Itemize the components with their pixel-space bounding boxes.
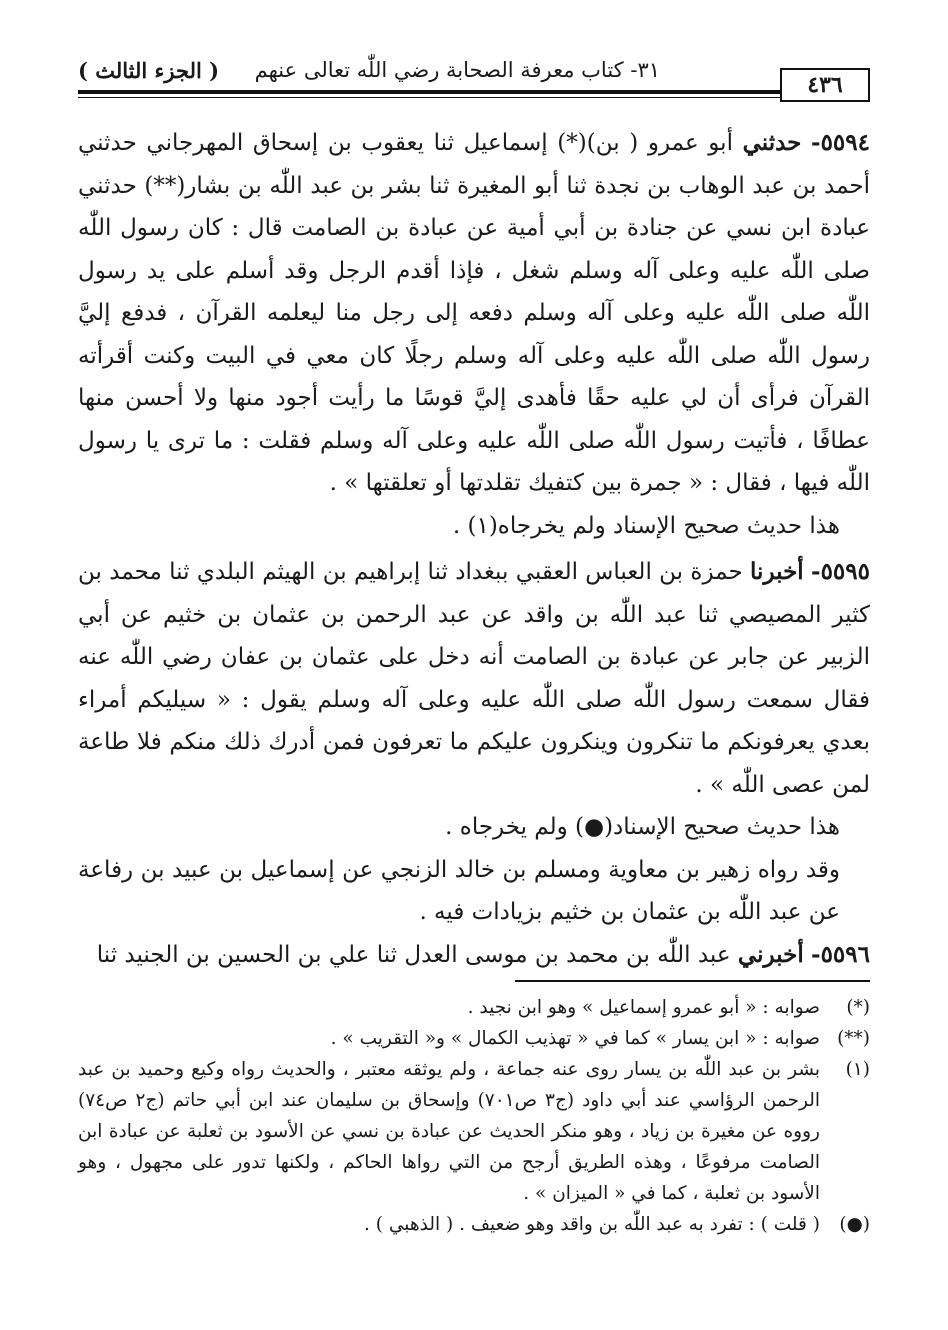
hadith-text: عبد اللّٰه بن محمد بن موسى العدل ثنا علي بن الحسين بن الجنيد ثنا [96, 941, 731, 968]
footnote [78, 1054, 870, 1209]
hadith-5594 [78, 122, 870, 505]
footnote [78, 1023, 870, 1054]
footnote-mark: (**) [837, 1028, 870, 1049]
hadith-number: ٥٥٩٦- [811, 940, 870, 968]
hadith-5596 [78, 934, 870, 977]
hadith-grading: هذا حديث صحيح الإسناد(●) ولم يخرجاه . [445, 814, 840, 840]
footnote-text: ( قلت ) : تفرد به عبد اللّٰه بن واقد وهو ضعيف . ( الذهبي ) . [364, 1214, 820, 1235]
hadith-number: ٥٥٩٥- [811, 558, 870, 585]
hadith-5595 [78, 551, 870, 806]
transmission-keyword: أخبرنا [750, 558, 804, 585]
transmission-keyword: أخبرني [737, 940, 804, 968]
running-title: ٣١- كتاب معرفة الصحابة رضي اللّٰه تعالى عنهم [254, 58, 660, 82]
hadith-number: ٥٥٩٤- [811, 129, 870, 156]
page-header [78, 52, 870, 92]
volume-label: ( الجزء الثالث ) [78, 58, 220, 83]
header-rule-thin [78, 97, 870, 98]
hadith-text: حمزة بن العباس العقبي ببغداد ثنا إبراهيم بن الهيثم البلدي ثنا محمد بن كثير المصيصي ثنا عبد اللّٰه بن واقد عن عبد الرحمن بن عثمان بن خثيم عن أبي الزبير عن جابر عن عبادة بن الصامت أنه دخل على عثمان بن عفان رضي اللّٰه عنه فقال سمعت رسول اللّٰه صلى اللّٰه عليه وعلى آله وسلم يقول : « سيليكم أمراء بعدي يعرفونكم ما تنكرون وينكرون عليكم ما تعرفون فمن أدرك ذلك منكم فلا طاعة لمن عصى اللّٰه » . [78, 559, 870, 798]
main-text [78, 122, 870, 976]
footnote-separator [515, 980, 870, 982]
header-rule-thick [78, 90, 870, 94]
footnote-mark: (١) [845, 1059, 870, 1080]
footnote [78, 1209, 870, 1240]
hadith-text: أبو عمرو ( بن)(*) إسماعيل ثنا يعقوب بن إسحاق المهرجاني حدثني أحمد بن عبد الوهاب بن نجدة ثنا أبو المغيرة ثنا بشر بن عبد اللّٰه بن بشار(**) حدثني عبادة ابن نسي عن جنادة بن أبي أمية عن عبادة بن الصامت قال : كان رسول اللّٰه صلى اللّٰه عليه وعلى آله وسلم شغل ، فإذا أقدم الرجل وقد أسلم على يد رسول اللّٰه صلى اللّٰه عليه وعلى آله وسلم دفعه إلى رجل منا ليعلمه القرآن ، فدفع إليَّ رسول اللّٰه صلى اللّٰه عليه وعلى آله وسلم رجلًا كان معي في البيت وكنت أقرأته القرآن فرأى أن لي عليه حقًا فأهدى إليَّ قوسًا ما رأيت أجود منها ولا أحسن منها عطافًا ، فأتيت رسول اللّٰه صلى اللّٰه عليه وعلى آله وسلم فقلت : ما ترى يا رسول اللّٰه فيها ، فقال : « جمرة بين كتفيك تقلدتها أو تعلقتها » . [78, 130, 870, 496]
footnote-mark: (●) [839, 1214, 870, 1235]
footnote-mark: (*) [846, 997, 870, 1018]
footnotes [78, 992, 870, 1240]
footnote-text: صوابه : « أبو عمرو إسماعيل » وهو ابن نجيد . [467, 997, 820, 1018]
footnote-text: صوابه : « ابن يسار » كما في « تهذيب الكمال » و« التقريب » . [330, 1028, 820, 1049]
hadith-note: وقد رواه زهير بن معاوية ومسلم بن خالد الزنجي عن إسماعيل بن عبيد بن رفاعة عن عبد اللّٰه بن عثمان بن خثيم بزيادات فيه . [78, 856, 840, 925]
transmission-keyword: حدثني [742, 129, 802, 156]
page-number: ٤٣٦ [780, 68, 870, 102]
footnote-text: بشر بن عبد اللّٰه بن يسار روى عنه جماعة ، ولم يوثقه معتبر ، والحديث رواه وكيع وحميد بن عبد الرحمن الرؤاسي عند أبي داود (ج٣ ص٧٠١) وإسحاق بن سليمان عند ابن أبي حاتم (ج٢ ص٧٤) رووه عن مغيرة بن زياد ، وهو منكر الحديث عن عبادة بن نسي عن الأسود بن ثعلبة عن عبادة ابن الصامت مرفوعًا ، وهذه الطريق أرجح من التي رواها الحاكم ، ولكنها تدور على مجهول ، وهو الأسود بن ثعلبة ، كما في « الميزان » . [78, 1059, 820, 1204]
hadith-grading: هذا حديث صحيح الإسناد ولم يخرجاه(١) . [452, 512, 840, 539]
footnote [78, 992, 870, 1023]
